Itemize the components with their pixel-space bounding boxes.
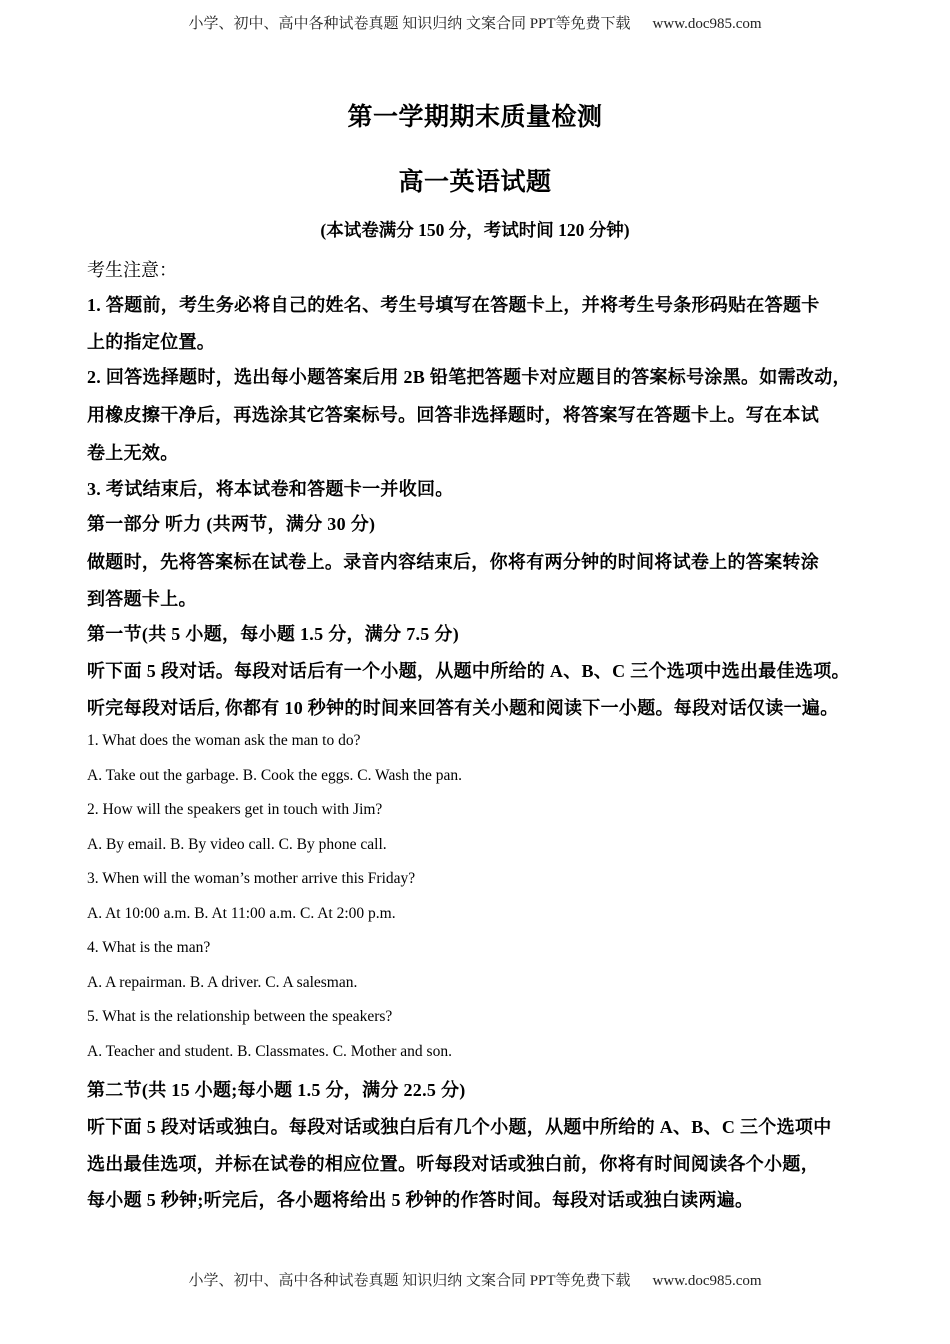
question-5-options: A. Teacher and student. B. Classmates. C. Mother and son.: [87, 1043, 452, 1060]
question-2-options: A. By email. B. By video call. C. By phone call.: [87, 836, 387, 853]
question-3: 3. When will the woman’s mother arrive this Friday?: [87, 870, 416, 887]
section2-instruction: 每小题 5 秒钟;听完后，各小题将给出 5 秒钟的作答时间。每段对话或独白读两遍。: [87, 1190, 754, 1210]
question-1: 1. What does the woman ask the man to do?: [87, 732, 361, 749]
document-title: 第一学期期末质量检测: [347, 104, 603, 131]
notice-line: 2. 回答选择题时，选出每小题答案后用 2B 铅笔把答题卡对应题目的答案标号涂黑。如需改动，: [87, 367, 851, 387]
question-1-options: A. Take out the garbage. B. Cook the eggs. C. Wash the pan.: [87, 767, 463, 784]
notice-line: 卷上无效。: [87, 443, 179, 463]
header-text: 小学、初中、高中各种试卷真题 知识归纳 文案合同 PPT等免费下载: [188, 16, 631, 32]
notice-heading: 考生注意：: [87, 260, 177, 280]
question-5: 5. What is the relationship between the speakers?: [87, 1008, 393, 1025]
section1-instruction: 听下面 5 段对话。每段对话后有一个小题，从题中所给的 A、B、C 三个选项中选出最佳选项。: [87, 661, 850, 681]
section1-instruction: 听完每段对话后, 你都有 10 秒钟的时间来回答有关小题和阅读下一小题。每段对话仅读一遍。: [87, 698, 839, 718]
notice-line: 上的指定位置。: [87, 332, 216, 352]
notice-line: 3. 考试结束后，将本试卷和答题卡一并收回。: [87, 479, 454, 499]
exam-info: (本试卷满分 150 分，考试时间 120 分钟): [320, 220, 630, 240]
question-2: 2. How will the speakers get in touch with Jim?: [87, 801, 383, 818]
page-header: [0, 12, 950, 33]
question-4-options: A. A repairman. B. A driver. C. A salesman.: [87, 974, 358, 991]
part1-heading: 第一部分 听力 (共两节，满分 30 分): [87, 514, 376, 534]
document-subtitle: 高一英语试题: [398, 169, 552, 196]
section2-heading: 第二节(共 15 小题;每小题 1.5 分，满分 22.5 分): [87, 1080, 466, 1100]
section2-instruction: 听下面 5 段对话或独白。每段对话或独白后有几个小题，从题中所给的 A、B、C 三个选项中: [87, 1117, 832, 1137]
page-footer: [0, 1269, 950, 1290]
part1-instruction: 做题时，先将答案标在试卷上。录音内容结束后，你将有两分钟的时间将试卷上的答案转涂: [87, 552, 819, 572]
notice-line: 1. 答题前，考生务必将自己的姓名、考生号填写在答题卡上，并将考生号条形码贴在答题卡: [87, 295, 820, 315]
section1-heading: 第一节(共 5 小题，每小题 1.5 分，满分 7.5 分): [87, 624, 459, 644]
notice-line: 用橡皮擦干净后，再选涂其它答案标号。回答非选择题时，将答案写在答题卡上。写在本试: [87, 405, 819, 425]
footer-url[interactable]: www.doc985.com: [652, 1273, 762, 1289]
part1-instruction: 到答题卡上。: [87, 589, 197, 609]
section2-instruction: 选出最佳选项，并标在试卷的相应位置。听每段对话或独白前，你将有时间阅读各个小题，: [87, 1154, 819, 1174]
question-4: 4. What is the man?: [87, 939, 211, 956]
header-url[interactable]: www.doc985.com: [652, 16, 762, 32]
footer-text: 小学、初中、高中各种试卷真题 知识归纳 文案合同 PPT等免费下载: [188, 1273, 631, 1289]
question-3-options: A. At 10:00 a.m. B. At 11:00 a.m. C. At 2:00 p.m.: [87, 905, 396, 922]
